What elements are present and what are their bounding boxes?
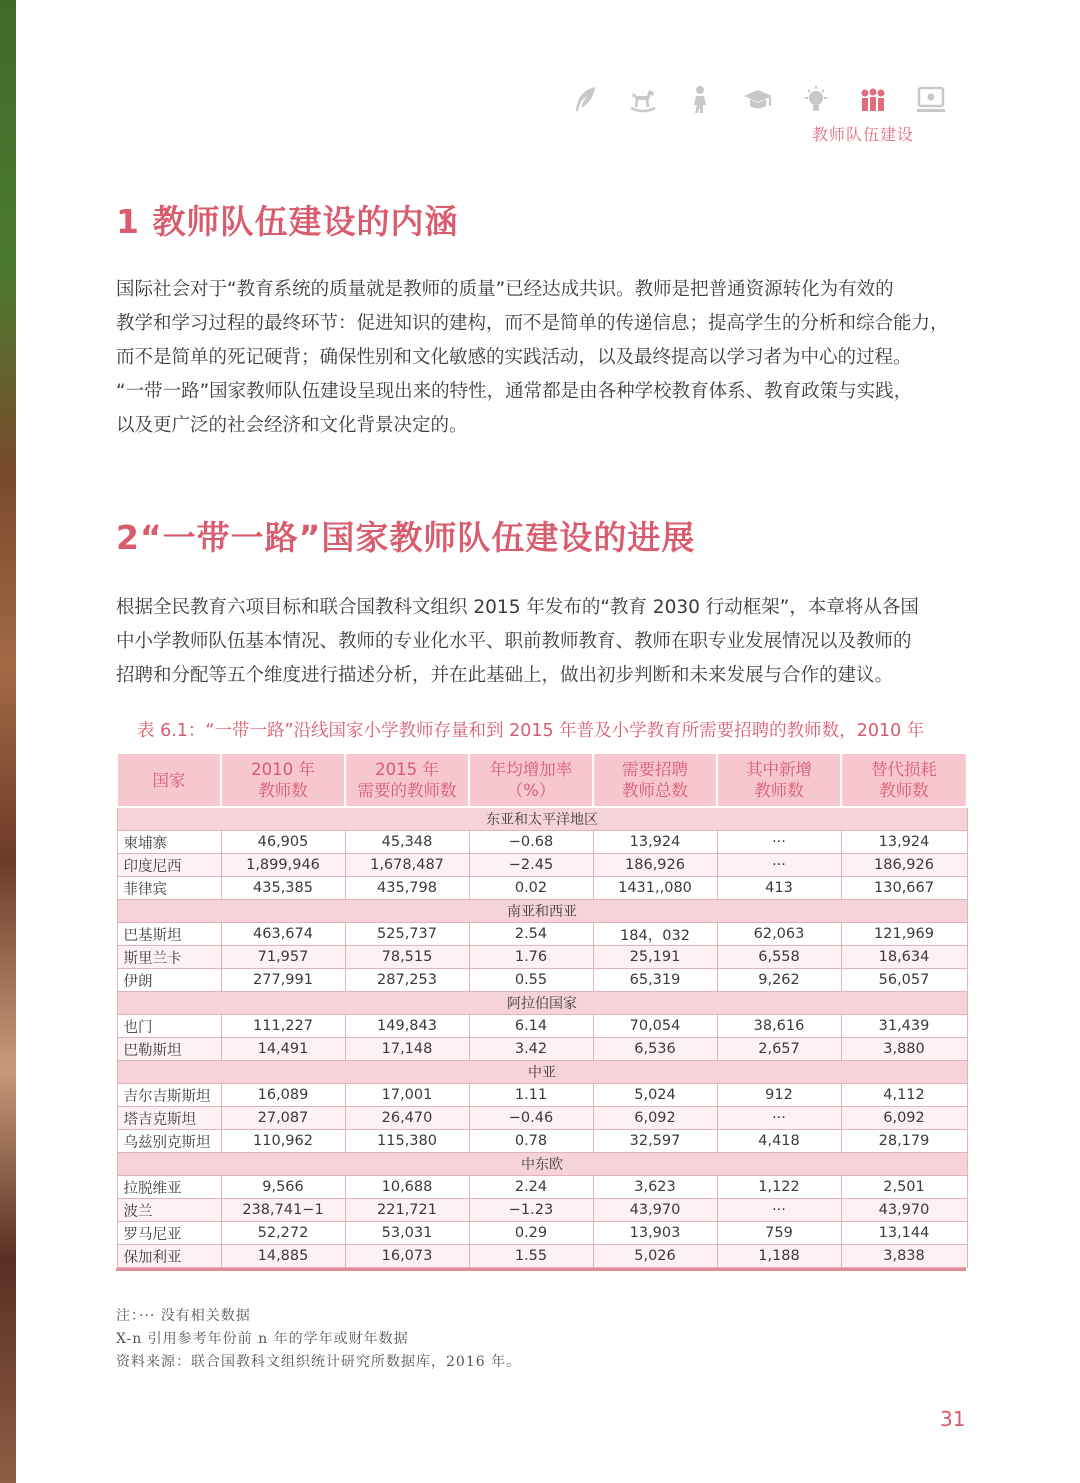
region-label: 中东欧 — [117, 1153, 967, 1176]
value-cell: 3,880 — [841, 1038, 967, 1061]
value-cell: 1431,,080 — [593, 877, 717, 900]
table-row — [117, 923, 967, 946]
value-cell: 56,057 — [841, 969, 967, 992]
value-cell: 5,026 — [593, 1245, 717, 1268]
value-cell: 0.55 — [469, 969, 593, 992]
value-cell: 435,798 — [345, 877, 469, 900]
value-cell: 111,227 — [221, 1015, 345, 1038]
section-1-title: 1 教师队伍建设的内涵 — [116, 202, 459, 241]
page-number: 31 — [940, 1407, 966, 1431]
value-cell: 2,657 — [717, 1038, 841, 1061]
value-cell: 1,678,487 — [345, 854, 469, 877]
table-row — [117, 854, 967, 877]
value-cell: 0.78 — [469, 1130, 593, 1153]
paragraph-line: 根据全民教育六项目标和联合国教科文组织 2015 年发布的“教育 2030 行动框架”，本章将从各国 — [116, 597, 919, 618]
value-cell: 14,885 — [221, 1245, 345, 1268]
value-cell: 26,470 — [345, 1107, 469, 1130]
header-total-recruit: 需要招聘 教师总数 — [593, 753, 717, 807]
value-cell: 186,926 — [841, 854, 967, 877]
region-row — [117, 992, 967, 1015]
header-country: 国家 — [117, 753, 221, 807]
value-cell: 25,191 — [593, 946, 717, 969]
country-cell: 伊朗 — [117, 969, 221, 992]
side-photo-strip — [0, 0, 16, 1483]
table-row — [117, 969, 967, 992]
value-cell: ··· — [717, 831, 841, 854]
header-new-teachers: 其中新增 教师数 — [717, 753, 841, 807]
table-row — [117, 831, 967, 854]
value-cell: 413 — [717, 877, 841, 900]
country-cell: 乌兹别克斯坦 — [117, 1130, 221, 1153]
value-cell: 31,439 — [841, 1015, 967, 1038]
value-cell: 221,721 — [345, 1199, 469, 1222]
value-cell: 3,838 — [841, 1245, 967, 1268]
country-cell: 也门 — [117, 1015, 221, 1038]
value-cell: ··· — [717, 854, 841, 877]
country-cell: 柬埔寨 — [117, 831, 221, 854]
table-caption: 表 6.1：“一带一路”沿线国家小学教师存量和到 2015 年普及小学教育所需要招聘的教师数，2010 年 — [137, 721, 925, 741]
country-cell: 保加利亚 — [117, 1245, 221, 1268]
feather-icon — [568, 83, 602, 117]
value-cell: 6,092 — [593, 1107, 717, 1130]
value-cell: 2,501 — [841, 1176, 967, 1199]
value-cell: 16,073 — [345, 1245, 469, 1268]
table-row — [117, 1084, 967, 1107]
value-cell: 28,179 — [841, 1130, 967, 1153]
value-cell: 13,144 — [841, 1222, 967, 1245]
table-row — [117, 946, 967, 969]
section-2-title: 2“一带一路”国家教师队伍建设的进展 — [116, 518, 696, 557]
paragraph-line: 以及更广泛的社会经济和文化背景决定的。 — [116, 415, 468, 436]
value-cell: 1,899,946 — [221, 854, 345, 877]
table-row — [117, 1130, 967, 1153]
paragraph-line: “一带一路”国家教师队伍建设呈现出来的特性，通常都是由各种学校教育体系、教育政策与实践， — [116, 381, 913, 402]
value-cell: −1.23 — [469, 1199, 593, 1222]
value-cell: 16,089 — [221, 1084, 345, 1107]
value-cell: 463,674 — [221, 923, 345, 946]
region-row — [117, 900, 967, 923]
value-cell: 149,843 — [345, 1015, 469, 1038]
rocking-horse-icon — [626, 83, 660, 117]
value-cell: 14,491 — [221, 1038, 345, 1061]
table-row — [117, 1107, 967, 1130]
value-cell: −0.68 — [469, 831, 593, 854]
table-row — [117, 1176, 967, 1199]
table-row — [117, 1015, 967, 1038]
value-cell: 32,597 — [593, 1130, 717, 1153]
value-cell: 4,112 — [841, 1084, 967, 1107]
value-cell: 0.02 — [469, 877, 593, 900]
value-cell: 38,616 — [717, 1015, 841, 1038]
table-row — [117, 1199, 967, 1222]
country-cell: 波兰 — [117, 1199, 221, 1222]
region-label: 中亚 — [117, 1061, 967, 1084]
value-cell: 17,148 — [345, 1038, 469, 1061]
value-cell: 759 — [717, 1222, 841, 1245]
chapter-caption: 教师队伍建设 — [812, 125, 915, 144]
value-cell: 43,970 — [593, 1199, 717, 1222]
value-cell: 53,031 — [345, 1222, 469, 1245]
table-notes — [116, 1305, 521, 1374]
value-cell: 130,667 — [841, 877, 967, 900]
value-cell: 912 — [717, 1084, 841, 1107]
section-2-paragraph — [116, 591, 968, 693]
header-teachers-2010: 2010 年 教师数 — [221, 753, 345, 807]
value-cell: 238,741−1 — [221, 1199, 345, 1222]
value-cell: 62,063 — [717, 923, 841, 946]
people-group-icon — [856, 83, 890, 117]
value-cell: 277,991 — [221, 969, 345, 992]
paragraph-line: 招聘和分配等五个维度进行描述分析，并在此基础上，做出初步判断和未来发展与合作的建议。 — [116, 665, 894, 686]
header-replacement: 替代损耗 教师数 — [841, 753, 967, 807]
country-cell: 塔吉克斯坦 — [117, 1107, 221, 1130]
value-cell: 45,348 — [345, 831, 469, 854]
table-row — [117, 877, 967, 900]
value-cell: 1,122 — [717, 1176, 841, 1199]
region-label: 东亚和太平洋地区 — [117, 807, 967, 831]
region-row — [117, 1153, 967, 1176]
note-line: 资料来源：联合国教科文组织统计研究所数据库，2016 年。 — [116, 1354, 522, 1370]
country-cell: 印度尼西 — [117, 854, 221, 877]
country-cell: 拉脱维亚 — [117, 1176, 221, 1199]
value-cell: 52,272 — [221, 1222, 345, 1245]
value-cell: 17,001 — [345, 1084, 469, 1107]
value-cell: 70,054 — [593, 1015, 717, 1038]
value-cell: ··· — [717, 1199, 841, 1222]
value-cell: 78,515 — [345, 946, 469, 969]
value-cell: 43,970 — [841, 1199, 967, 1222]
region-label: 南亚和西亚 — [117, 900, 967, 923]
table-header-row — [117, 753, 967, 807]
section-1-paragraph — [116, 273, 968, 443]
value-cell: 1.55 — [469, 1245, 593, 1268]
note-line: X-n 引用参考年份前 n 年的学年或财年数据 — [116, 1331, 409, 1347]
header-annual-growth: 年均增加率 （%） — [469, 753, 593, 807]
value-cell: 13,924 — [593, 831, 717, 854]
value-cell: 121,969 — [841, 923, 967, 946]
country-cell: 巴基斯坦 — [117, 923, 221, 946]
value-cell: 13,924 — [841, 831, 967, 854]
country-cell: 吉尔吉斯斯坦 — [117, 1084, 221, 1107]
value-cell: 10,688 — [345, 1176, 469, 1199]
value-cell: 3.42 — [469, 1038, 593, 1061]
computer-icon — [914, 83, 948, 117]
value-cell: 186,926 — [593, 854, 717, 877]
region-label: 阿拉伯国家 — [117, 992, 967, 1015]
paragraph-line: 中小学教师队伍基本情况、教师的专业化水平、职前教师教育、教师在职专业发展情况以及教师的 — [116, 631, 912, 652]
value-cell: 3,623 — [593, 1176, 717, 1199]
value-cell: 525,737 — [345, 923, 469, 946]
value-cell: 1,188 — [717, 1245, 841, 1268]
paragraph-line: 教学和学习过程的最终环节：促进知识的建构，而不是简单的传递信息；提高学生的分析和综合能力， — [116, 313, 949, 334]
value-cell: 2.54 — [469, 923, 593, 946]
teacher-table — [116, 752, 966, 1271]
value-cell: 6.14 — [469, 1015, 593, 1038]
country-cell: 斯里兰卡 — [117, 946, 221, 969]
value-cell: 65,319 — [593, 969, 717, 992]
value-cell: 5,024 — [593, 1084, 717, 1107]
child-icon — [683, 83, 717, 117]
value-cell: 18,634 — [841, 946, 967, 969]
lightbulb-icon — [799, 83, 833, 117]
value-cell: 13,903 — [593, 1222, 717, 1245]
value-cell: 184，032 — [593, 923, 717, 946]
country-cell: 罗马尼亚 — [117, 1222, 221, 1245]
value-cell: 2.24 — [469, 1176, 593, 1199]
country-cell: 巴勒斯坦 — [117, 1038, 221, 1061]
value-cell: 1.11 — [469, 1084, 593, 1107]
header-teachers-needed-2015: 2015 年 需要的教师数 — [345, 753, 469, 807]
chapter-icon-bar — [568, 80, 948, 120]
country-cell: 菲律宾 — [117, 877, 221, 900]
value-cell: −0.46 — [469, 1107, 593, 1130]
value-cell: 6,536 — [593, 1038, 717, 1061]
table-row — [117, 1038, 967, 1061]
table-row — [117, 1222, 967, 1245]
value-cell: 287,253 — [345, 969, 469, 992]
paragraph-line: 国际社会对于“教育系统的质量就是教师的质量”已经达成共识。教师是把普通资源转化为有效的 — [116, 279, 894, 300]
table-row — [117, 1245, 967, 1268]
paragraph-line: 而不是简单的死记硬背；确保性别和文化敏感的实践活动，以及最终提高以学习者为中心的过程。 — [116, 347, 912, 368]
value-cell: 6,092 — [841, 1107, 967, 1130]
value-cell: 1.76 — [469, 946, 593, 969]
value-cell: 71,957 — [221, 946, 345, 969]
region-row — [117, 807, 967, 831]
value-cell: 115,380 — [345, 1130, 469, 1153]
graduation-cap-icon — [741, 83, 775, 117]
value-cell: 27,087 — [221, 1107, 345, 1130]
value-cell: 4,418 — [717, 1130, 841, 1153]
value-cell: 110,962 — [221, 1130, 345, 1153]
value-cell: 435,385 — [221, 877, 345, 900]
value-cell: 6,558 — [717, 946, 841, 969]
region-row — [117, 1061, 967, 1084]
value-cell: 46,905 — [221, 831, 345, 854]
value-cell: 9,566 — [221, 1176, 345, 1199]
value-cell: ··· — [717, 1107, 841, 1130]
note-line: 注：··· 没有相关数据 — [116, 1308, 251, 1324]
value-cell: 0.29 — [469, 1222, 593, 1245]
value-cell: 9,262 — [717, 969, 841, 992]
value-cell: −2.45 — [469, 854, 593, 877]
